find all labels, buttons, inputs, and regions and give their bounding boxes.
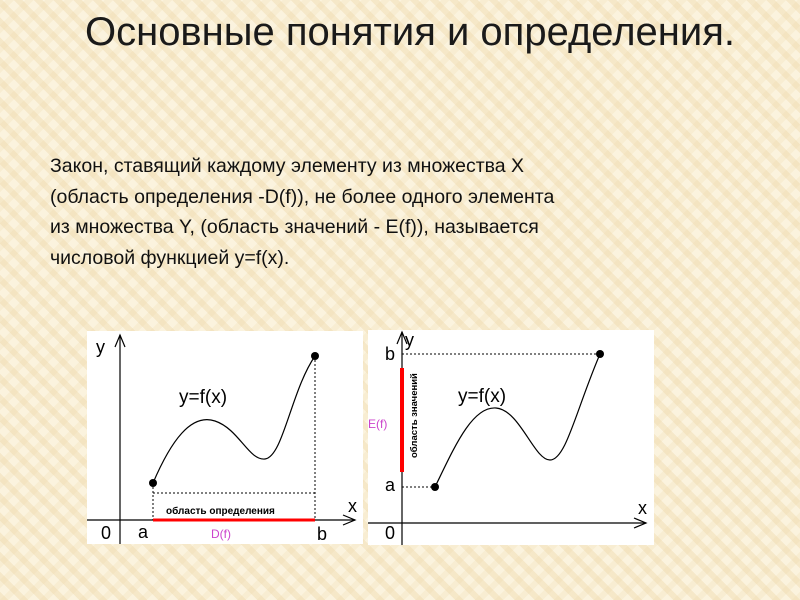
origin-label: 0 (101, 523, 112, 543)
b-label: b (385, 344, 396, 364)
x-axis-label: x (348, 496, 357, 516)
domain-graph (87, 331, 363, 544)
endpoint-a (431, 483, 439, 491)
a-label: a (138, 522, 149, 542)
paragraph-line: (область определения -D(f)), не более одного элемента (50, 185, 555, 208)
domain-graph-svg (87, 331, 363, 544)
function-label: y=f(x) (179, 387, 228, 408)
definition-paragraph (50, 151, 710, 273)
slide-title: Основные понятия и определения. (84, 10, 736, 54)
x-axis-label: x (638, 498, 647, 518)
paragraph-line: Закон, ставящий каждому элементу из множества X (50, 155, 525, 177)
a-label: a (385, 475, 396, 495)
paragraph-line: из множества Y, (область значений - E(f)), называется (50, 216, 539, 238)
function-curve (435, 354, 600, 487)
domain-caption: область определения (166, 506, 275, 517)
endpoint-b (596, 350, 604, 358)
function-curve (153, 356, 315, 483)
y-axis-label: y (405, 330, 414, 350)
function-label: y=f(x) (458, 386, 507, 407)
domain-symbol: D(f) (211, 527, 231, 541)
paragraph-line: числовой функцией y=f(x). (50, 246, 290, 269)
b-label: b (317, 524, 328, 544)
y-axis-label: y (96, 337, 105, 357)
range-graph-svg (368, 330, 654, 545)
endpoint-b (311, 352, 319, 360)
origin-label: 0 (385, 523, 396, 543)
range-symbol: E(f) (368, 417, 388, 431)
range-caption: область значений (409, 373, 420, 458)
range-graph (368, 330, 654, 545)
endpoint-a (149, 479, 157, 487)
